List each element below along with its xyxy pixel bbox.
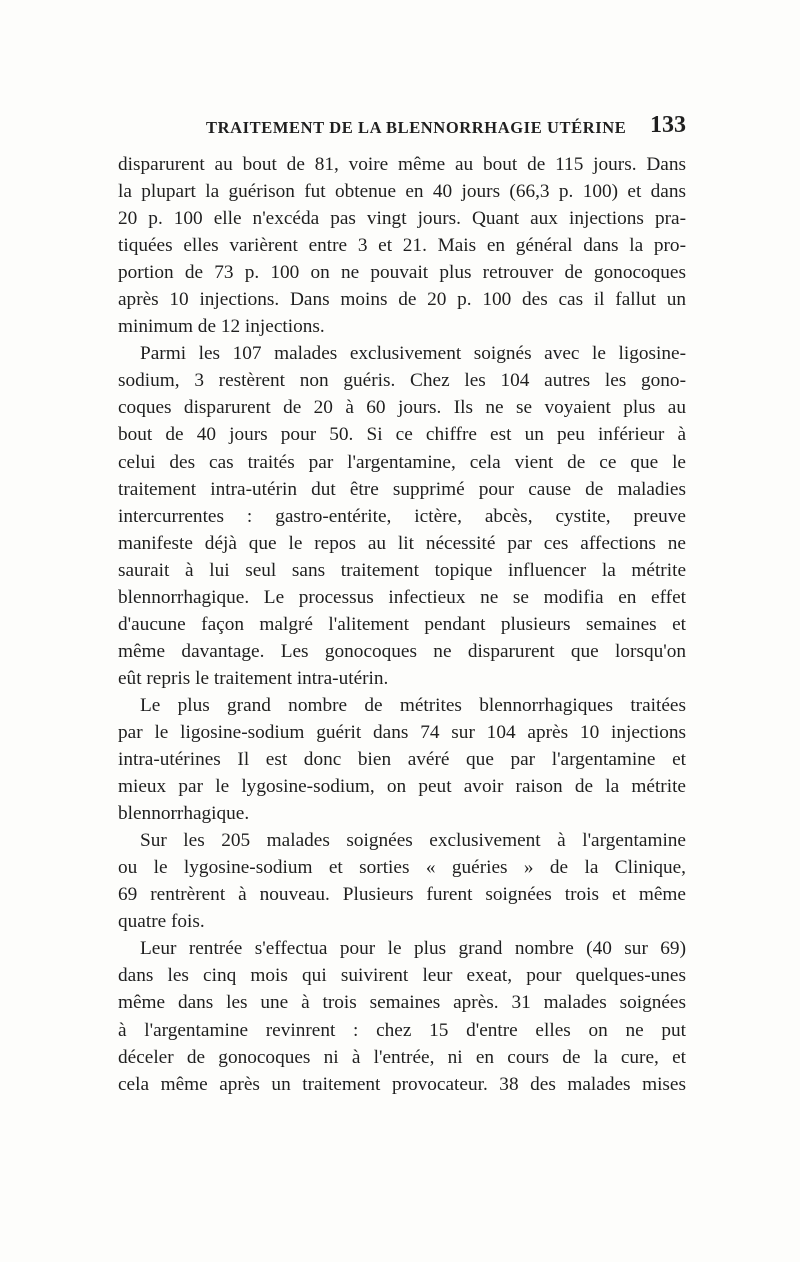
text-line: intercurrentes : gastro-entérite, ictère, abcès, cystite, preuve bbox=[118, 505, 686, 527]
text-line: disparurent au bout de 81, voire même au bout de 115 jours. Dans bbox=[118, 154, 686, 175]
text-line: ou le lygosine-sodium et sorties « guéries » de la Clinique, bbox=[118, 857, 686, 879]
text-line: quatre fois. bbox=[118, 911, 205, 933]
text-line: blennorrhagique. Le processus infectieux ne se modifia en effet bbox=[118, 586, 686, 608]
text-line: d'aucune façon malgré l'alitement pendant plusieurs semaines et bbox=[118, 613, 686, 635]
text-line: déceler de gonocoques ni à l'entrée, ni en cours de la cure, et bbox=[118, 1046, 686, 1068]
text-line: blennorrhagique. bbox=[118, 803, 250, 825]
page-number: 133 bbox=[650, 112, 686, 138]
text-line: Le plus grand nombre de métrites blennorrhagiques traitées bbox=[140, 694, 686, 716]
text-line: sodium, 3 restèrent non guéris. Chez les 104 autres les gono- bbox=[118, 370, 686, 392]
text-line: tiquées elles varièrent entre 3 et 21. Mais en général dans la pro- bbox=[118, 235, 686, 257]
text-line: Leur rentrée s'effectua pour le plus grand nombre (40 sur 69) bbox=[140, 938, 686, 960]
text-line: cela même après un traitement provocateur. 38 des malades mises bbox=[118, 1073, 686, 1095]
text-line: coques disparurent de 20 à 60 jours. Ils ne se voyaient plus au bbox=[118, 397, 686, 419]
text-line: par le ligosine-sodium guérit dans 74 sur 104 après 10 injections bbox=[118, 721, 686, 743]
text-line: dans les cinq mois qui suivirent leur exeat, pour quelques-unes bbox=[118, 965, 686, 987]
text-line: même davantage. Les gonocoques ne disparurent que lorsqu'on bbox=[118, 640, 686, 662]
text-line: eût repris le traitement intra-utérin. bbox=[118, 667, 389, 689]
text-line: Sur les 205 malades soignées exclusivement à l'argentamine bbox=[140, 830, 686, 852]
text-line: saurait à lui seul sans traitement topique influencer la métrite bbox=[118, 559, 686, 581]
text-line: même dans les une à trois semaines après. 31 malades soignées bbox=[118, 992, 686, 1014]
text-line: minimum de 12 injections. bbox=[118, 316, 325, 338]
running-title: TRAITEMENT DE LA BLENNORRHAGIE UTÉRINE bbox=[206, 118, 627, 137]
text-line: après 10 injections. Dans moins de 20 p. 100 des cas il fallut un bbox=[118, 289, 686, 311]
text-line: manifeste déjà que le repos au lit nécessité par ces affections ne bbox=[118, 532, 686, 554]
text-line: celui des cas traités par l'argentamine, cela vient de ce que le bbox=[118, 451, 686, 473]
text-line: Parmi les 107 malades exclusivement soignés avec le ligosine- bbox=[140, 343, 686, 365]
text-line: 69 rentrèrent à nouveau. Plusieurs furent soignées trois et même bbox=[118, 884, 686, 906]
text-line: bout de 40 jours pour 50. Si ce chiffre est un peu inférieur à bbox=[118, 424, 686, 446]
text-line: portion de 73 p. 100 on ne pouvait plus retrouver de gonocoques bbox=[118, 262, 686, 284]
running-head bbox=[118, 112, 686, 142]
text-line: à l'argentamine revinrent : chez 15 d'entre elles on ne put bbox=[118, 1019, 686, 1041]
text-line: traitement intra-utérin dut être supprimé pour cause de maladies bbox=[118, 478, 686, 500]
body-text bbox=[118, 151, 686, 1098]
text-line: 20 p. 100 elle n'excéda pas vingt jours. Quant aux injections pra- bbox=[118, 208, 686, 230]
text-line: mieux par le lygosine-sodium, on peut avoir raison de la métrite bbox=[118, 776, 686, 798]
text-line: la plupart la guérison fut obtenue en 40 jours (66,3 p. 100) et dans bbox=[118, 181, 686, 203]
text-line: intra-utérines Il est donc bien avéré que par l'argentamine et bbox=[118, 749, 686, 771]
